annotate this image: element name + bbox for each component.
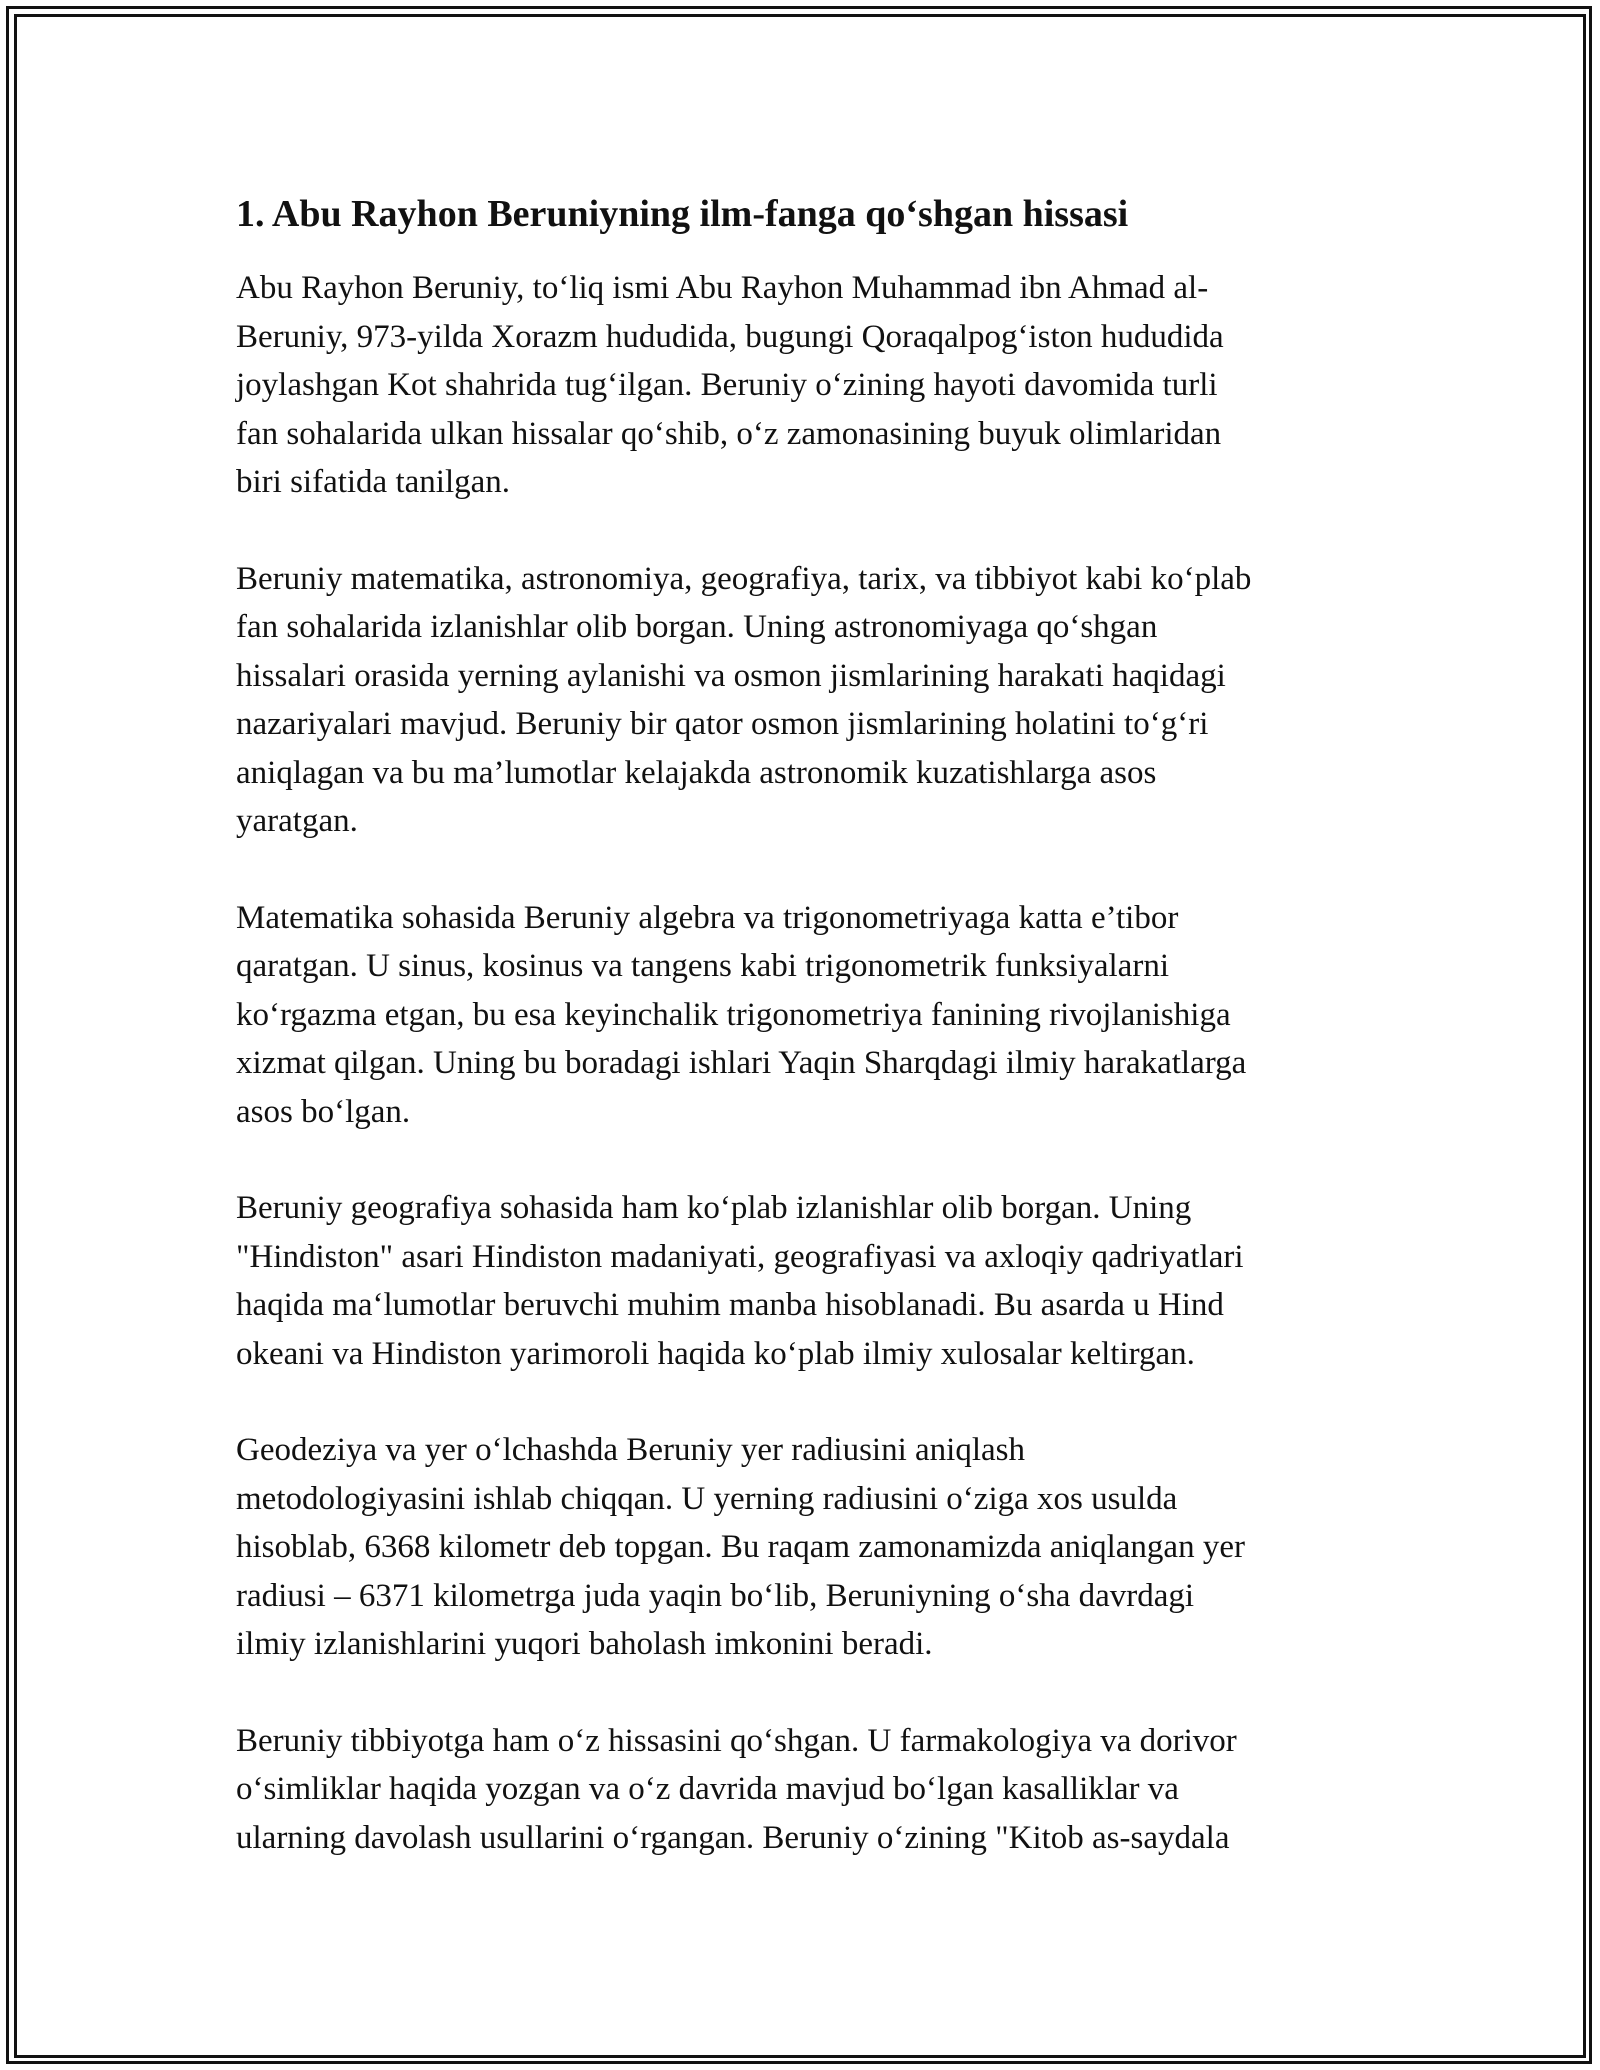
paragraph-medicine: Beruniy tibbiyotga ham o‘z hissasini qo‘shgan. U farmakologiya va dorivor o‘simliklar haqida yozgan va o‘z davrida mavjud bo‘lgan kasalliklar va ularning davolash usullarini o‘rgangan. Beruniy o‘zining "Kitob as-saydala xyxy=(236,1722,1237,1856)
document-body xyxy=(236,190,1376,1910)
paragraph-birth: Abu Rayhon Beruniy, to‘liq ismi Abu Rayhon Muhammad ibn Ahmad al- Beruniy, 973-yilda Xorazm hududida, bugungi Qoraqalpog‘iston hududida joylashgan Kot shahrida tug‘ilgan. Beruniy o‘zining hayoti davomida turli fan sohalarida ulkan hissalar qo‘shib, o‘z zamonasining buyuk olimlaridan biri sifatida tanilgan. xyxy=(236,270,1224,500)
paragraph-astronomy: Beruniy matematika, astronomiya, geografiya, tarix, va tibbiyot kabi ko‘plab fan sohalarida izlanishlar olib borgan. Uning astronomiyaga qo‘shgan hissalari orasida yerning aylanishi va osmon jismlarining harakati haqidagi nazariyalari mavjud. Beruniy bir qator osmon jismlarining holatini to‘g‘ri aniqlagan va bu ma’lumotlar kelajakda astronomik kuzatishlarga asos yaratgan. xyxy=(236,560,1252,839)
paragraph-geography: Beruniy geografiya sohasida ham ko‘plab izlanishlar olib borgan. Uning "Hindiston" asari Hindiston madaniyati, geografiyasi va axloqiy qadriyatlari haqida ma‘lumotlar beruvchi muhim manba hisoblanadi. Bu asarda u Hind okeani va Hindiston yarimoroli haqida ko‘plab ilmiy xulosalar keltirgan. xyxy=(236,1190,1244,1372)
section-heading: 1. Abu Rayhon Beruniyning ilm-fanga qo‘shgan hissasi xyxy=(236,193,1129,235)
paragraph-mathematics: Matematika sohasida Beruniy algebra va trigonometriyaga katta e’tibor qaratgan. U sinus, kosinus va tangens kabi trigonometrik funksiyalarni ko‘rgazma etgan, bu esa keyinchalik trigonometriya fanining rivojlanishiga xizmat qilgan. Uning bu boradagi ishlari Yaqin Sharqdagi ilmiy harakatlarga asos bo‘lgan. xyxy=(236,899,1247,1130)
paragraph-geodesy: Geodeziya va yer o‘lchashda Beruniy yer radiusini aniqlash metodologiyasini ishlab chiqqan. U yerning radiusini o‘ziga xos usulda hisoblab, 6368 kilometr deb topgan. Bu raqam zamonamizda aniqlangan yer radiusi – 6371 kilometrga juda yaqin bo‘lib, Beruniyning o‘sha davrdagi ilmiy izlanishlarini yuqori baholash imkonini beradi. xyxy=(236,1432,1245,1662)
